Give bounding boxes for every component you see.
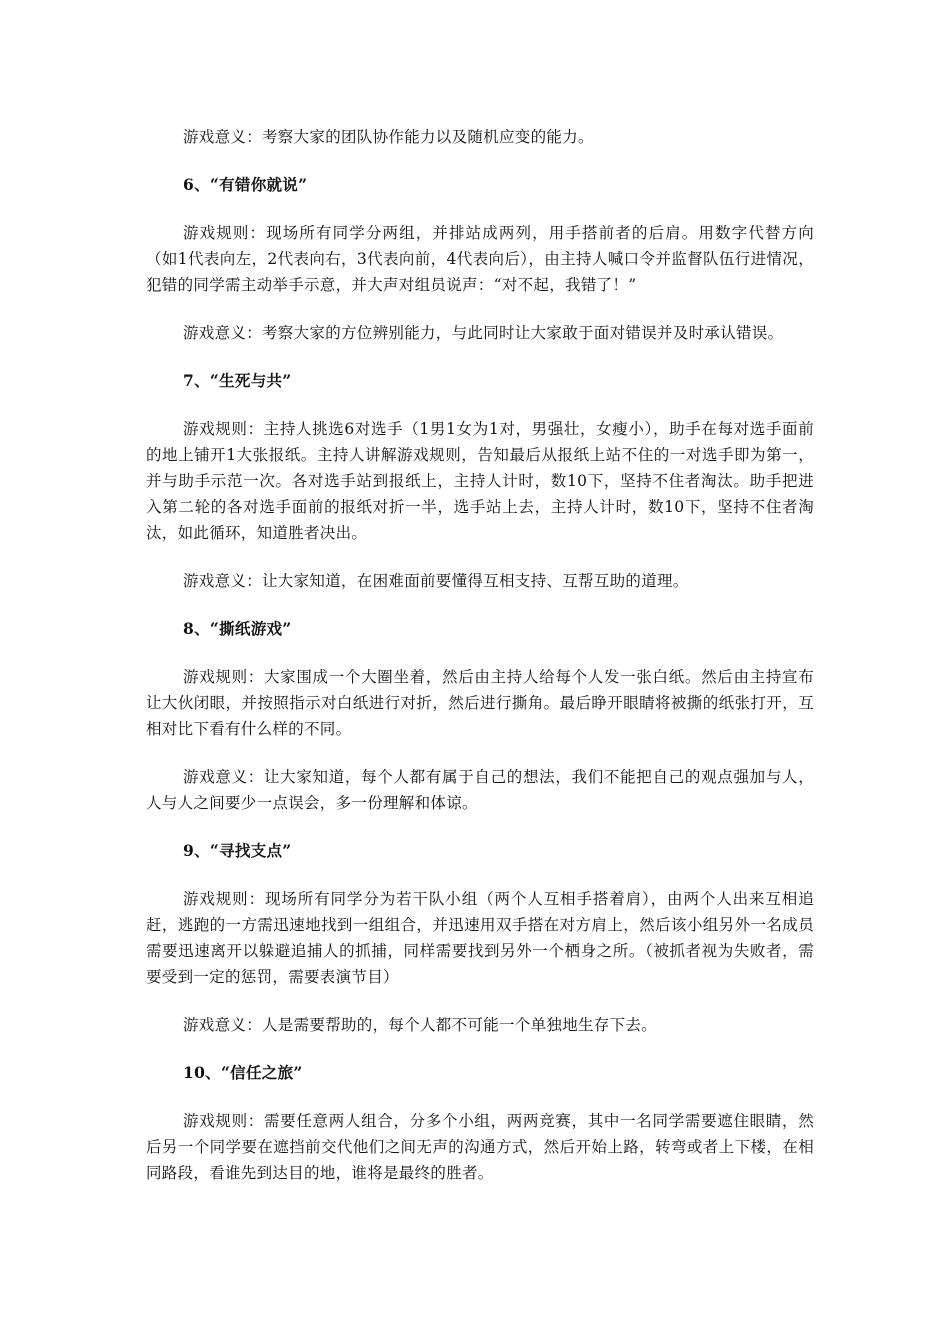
paragraph-game-meaning-8: 游戏意义：让大家知道，每个人都有属于自己的想法，我们不能把自己的观点强加与人，人与人之间要少一点误会，多一份理解和体谅。 — [146, 768, 814, 812]
paragraph-game-rules-7: 游戏规则：主持人挑选6对选手（1男1女为1对，男强壮，女瘦小），助手在每对选手面前的地上铺开1大张报纸。主持人讲解游戏规则，告知最后从报纸上站不住的一对选手即为第一，并与助手示范一次。各对选手站到报纸上，主持人计时，数10下，坚持不住者淘汰。助手把进入第二轮的各对选手面前的报纸对折一半，选手站上去，主持人计时，数10下，坚持不住者淘汰，如此循环，知道胜者决出。 — [146, 420, 814, 542]
heading-game-9: 9、“寻找支点” — [183, 841, 292, 860]
heading-game-8: 8、“撕纸游戏” — [183, 619, 292, 638]
paragraph-game-meaning-5: 游戏意义：考察大家的团队协作能力以及随机应变的能力。 — [183, 128, 594, 146]
paragraph-game-meaning-7: 游戏意义：让大家知道，在困难面前要懂得互相支持、互帮互助的道理。 — [183, 572, 689, 590]
heading-game-10: 10、“信任之旅” — [183, 1063, 303, 1082]
paragraph-game-meaning-6: 游戏意义：考察大家的方位辨别能力，与此同时让大家敢于面对错误并及时承认错误。 — [183, 324, 784, 342]
document-body — [146, 124, 814, 1208]
paragraph-game-rules-10: 游戏规则：需要任意两人组合，分多个小组，两两竞赛，其中一名同学需要遮住眼睛，然后另一个同学要在遮挡前交代他们之间无声的沟通方式，然后开始上路，转弯或者上下楼，在相同路段，看谁先到达目的地，谁将是最终的胜者。 — [146, 1112, 814, 1182]
paragraph-game-rules-9: 游戏规则：现场所有同学分为若干队小组（两个人互相手搭着肩），由两个人出来互相追赶，逃跑的一方需迅速地找到一组组合，并迅速用双手搭在对方肩上，然后该小组另外一名成员需要迅速离开以躲避追捕人的抓捕，同样需要找到另外一个栖身之所。（被抓者视为失败者，需要受到一定的惩罚，需要表演节目） — [146, 890, 814, 986]
heading-game-7: 7、“生死与共” — [183, 371, 292, 390]
paragraph-game-rules-8: 游戏规则：大家围成一个大圈坐着，然后由主持人给每个人发一张白纸。然后由主持宣布让大伙闭眼，并按照指示对白纸进行对折，然后进行撕角。最后睁开眼睛将被撕的纸张打开，互相对比下看有什么样的不同。 — [146, 668, 814, 738]
paragraph-game-rules-6: 游戏规则：现场所有同学分两组，并排站成两列，用手搭前者的后肩。用数字代替方向（如1代表向左，2代表向右，3代表向前，4代表向后），由主持人喊口令并监督队伍行进情况，犯错的同学需主动举手示意，并大声对组员说声：“对不起，我错了！” — [146, 224, 814, 294]
heading-game-6: 6、“有错你就说” — [183, 175, 308, 194]
paragraph-game-meaning-9: 游戏意义：人是需要帮助的，每个人都不可能一个单独地生存下去。 — [183, 1016, 658, 1034]
